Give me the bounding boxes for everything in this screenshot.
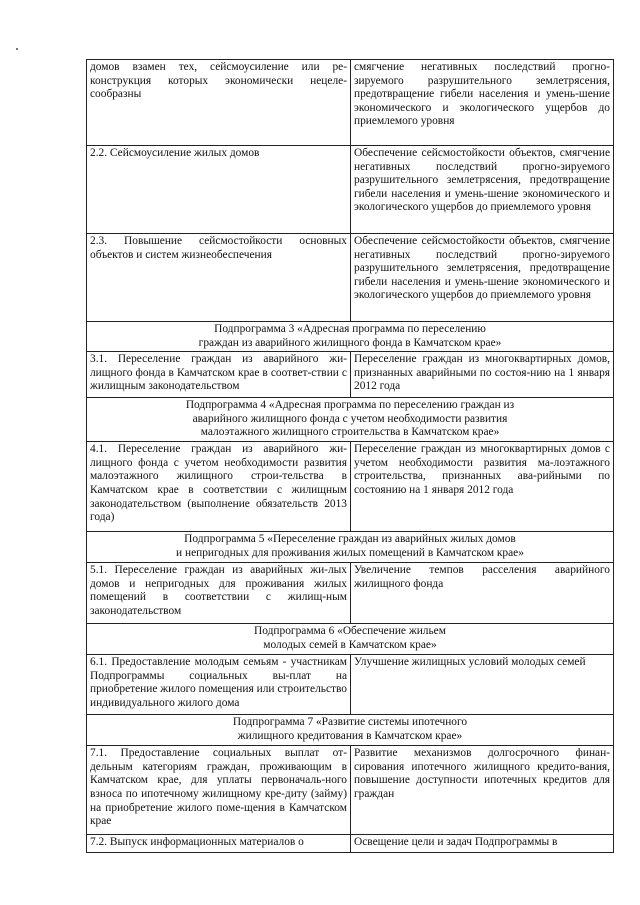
measure-cell: 2.2. Сейсмоусиление жилых домов: [87, 146, 351, 234]
result-cell: Переселение граждан из многоквартирных домов с учетом необходимости развития ма-лоэтажного строительства, признанных ава-рийными по состоянию на 1 января 2012 года: [351, 442, 614, 532]
table-row: [87, 835, 614, 853]
subprogram-header-row: [87, 624, 614, 655]
subprogram-header: Подпрограмма 4 «Адресная программа по переселению граждан из аварийного жилищного фонда с учетом необходимости развития малоэтажного жилищного строительства в Камчатском крае»: [87, 398, 614, 442]
result-cell: Развитие механизмов долгосрочного финан-сирования ипотечного жилищного кредито-вания, повышение доступности ипотечных кредитов для граждан: [351, 746, 614, 835]
result-cell: Увеличение темпов расселения аварийного жилищного фонда: [351, 563, 614, 624]
scan-speck: [16, 48, 18, 50]
table-row: [87, 655, 614, 715]
result-cell: Улучшение жилищных условий молодых семей: [351, 655, 614, 715]
subprogram-header: Подпрограмма 5 «Переселение граждан из аварийных жилых домов и непригодных для проживания жилых помещений в Камчатском крае»: [87, 532, 614, 563]
result-cell: Обеспечение сейсмостойкости объектов, смягчение негативных последствий прогно-зируемого разрушительного землетрясения, предотвращение гибели населения и умень-шение экономического и экологического ущербов до приемлемого уровня: [351, 146, 614, 234]
table-row: [87, 60, 614, 146]
table-row: [87, 234, 614, 322]
measure-cell: 5.1. Переселение граждан из аварийных жи-лых домов и непригодных для проживания жилых помещений в соответствии с жилищ-ным законодательством: [87, 563, 351, 624]
table-row: [87, 442, 614, 532]
subprogram-header: Подпрограмма 3 «Адресная программа по переселению граждан из аварийного жилищного фонда в Камчатском крае»: [87, 322, 614, 352]
measure-cell: 6.1. Предоставление молодым семьям - участникам Подпрограммы социальных вы-плат на приобретение жилого помещения или строительство индивидуального жилого дома: [87, 655, 351, 715]
table-row: [87, 352, 614, 398]
result-cell: Освещение цели и задач Подпрограммы в: [351, 835, 614, 853]
subprogram-header-row: [87, 398, 614, 442]
measure-cell: 7.2. Выпуск информационных материалов о: [87, 835, 351, 853]
measure-cell: домов взамен тех, сейсмоусиление или ре-конструкция которых экономически нецеле-сообразны: [87, 60, 351, 146]
result-cell: смягчение негативных последствий прогно-зируемого разрушительного землетрясения, предотвращение гибели населения и умень-шение экономического и экологического ущербов до приемлемого уровня: [351, 60, 614, 146]
measure-cell: 7.1. Предоставление социальных выплат от-дельным категориям граждан, проживающим в Камчатском крае, для уплаты первоначаль-ного взноса по ипотечному жилищному кре-диту (займу) на приобретение жилого поме-щения в Камчатском крае: [87, 746, 351, 835]
table-row: [87, 746, 614, 835]
table-row: [87, 146, 614, 234]
measure-cell: 2.3. Повышение сейсмостойкости основных объектов и систем жизнеобеспечения: [87, 234, 351, 322]
program-table: [86, 59, 614, 853]
subprogram-header: Подпрограмма 7 «Развитие системы ипотечного жилищного кредитования в Камчатском крае»: [87, 715, 614, 746]
subprogram-header-row: [87, 532, 614, 563]
subprogram-header: Подпрограмма 6 «Обеспечение жильем молодых семей в Камчатском крае»: [87, 624, 614, 655]
result-cell: Обеспечение сейсмостойкости объектов, смягчение негативных последствий прогно-зируемого разрушительного землетрясения, предотвращение гибели населения и умень-шение экономического и экологического ущербов до приемлемого уровня: [351, 234, 614, 322]
table-row: [87, 563, 614, 624]
subprogram-header-row: [87, 322, 614, 352]
subprogram-header-row: [87, 715, 614, 746]
measure-cell: 4.1. Переселение граждан из аварийного жи-лищного фонда с учетом необходимости развития малоэтажного жилищного строи-тельства в Камчатском крае в соответствии с жилищным законодательством (выполнение обязательств 2013 года): [87, 442, 351, 532]
result-cell: Переселение граждан из многоквартирных домов, признанных аварийными по состоя-нию на 1 января 2012 года: [351, 352, 614, 398]
measure-cell: 3.1. Переселение граждан из аварийного жи-лищного фонда в Камчатском крае в соответ-ствии с жилищным законодательством: [87, 352, 351, 398]
